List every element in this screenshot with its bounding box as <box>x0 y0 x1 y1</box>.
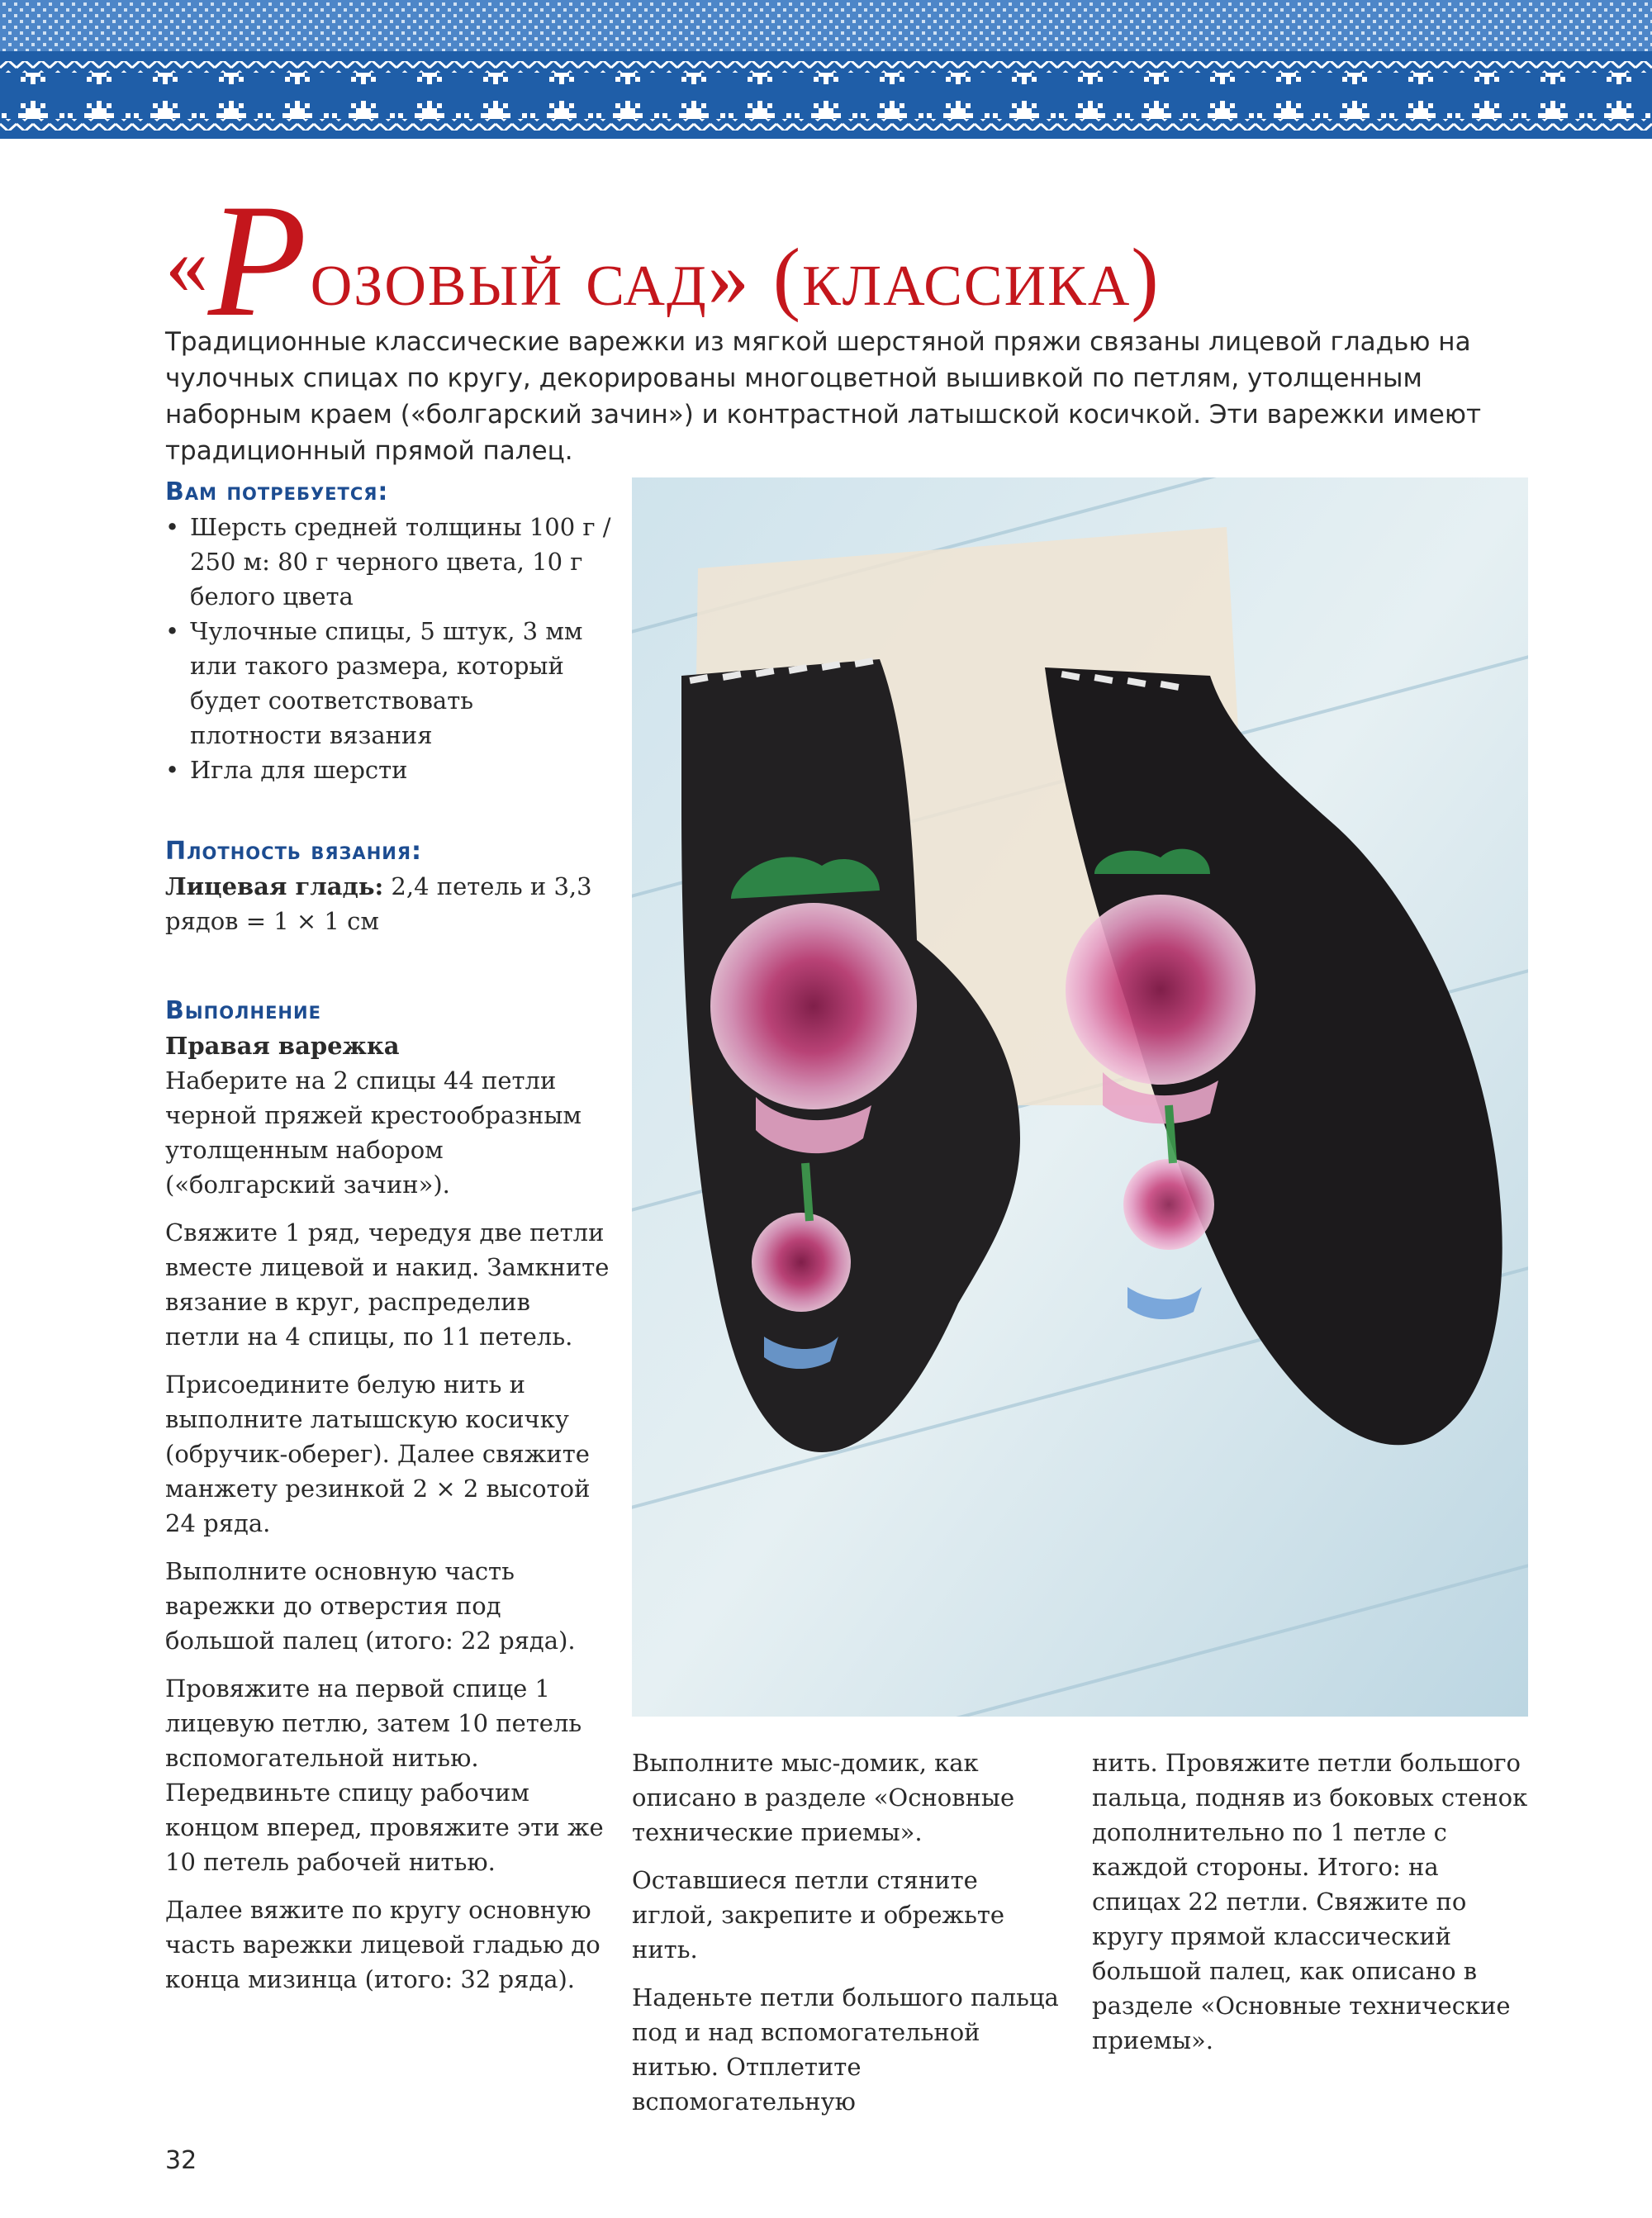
method-paragraph: Выполните основную часть варежки до отверстия под большой палец (итого: 22 ряда). <box>165 1557 576 1655</box>
method-heading: Выполнение <box>165 996 321 1025</box>
gauge-heading: Плотность вязания: <box>165 837 423 866</box>
gauge-text <box>165 869 611 938</box>
title-initial-letter: Р <box>208 171 307 350</box>
title-rest: озовый сад» (классика) <box>310 231 1161 323</box>
gauge-value: 2,4 петель и 3,3 рядов = 1 × 1 см <box>165 872 592 935</box>
materials-heading: Вам потребуется: <box>165 477 389 506</box>
left-column <box>165 477 611 2010</box>
method-paragraph: Оставшиеся петли стяните иглой, закрепите и обрежьте нить. <box>632 1866 1005 1964</box>
list-item: • Чулочные спицы, 5 штук, 3 мм или такого размера, который будет соответствовать плотности вязания <box>165 614 611 753</box>
method-paragraph: Свяжите 1 ряд, чередуя две петли вместе лицевой и накид. Замкните вязание в круг, распределив петли на 4 спицы, по 11 петель. <box>165 1218 610 1351</box>
intro-paragraph: Традиционные классические варежки из мягкой шерстяной пряжи связаны лицевой гладью на чулочных спицах по кругу, декорированы многоцветной вышивкой по петлям, утолщенным наборным краем («болгарский зачин») и контрастной латышской косичкой. Эти варежки имеют традиционный прямой палец. <box>165 327 1482 466</box>
right-column <box>1092 1745 1530 2071</box>
list-item: • Игла для шерсти <box>165 753 611 787</box>
list-item: • Шерсть средней толщины 100 г / 250 м: 80 г черного цвета, 10 г белого цвета <box>165 510 611 614</box>
right-mitten-subheading: Правая варежка <box>165 1032 400 1060</box>
nordic-pattern-banner <box>0 0 1652 139</box>
gauge-label: Лицевая гладь: <box>165 872 384 900</box>
method-paragraph: Присоедините белую нить и выполните латышскую косичку (обручик-оберег). Далее свяжите манжету резинкой 2 × 2 высотой 24 ряда. <box>165 1370 591 1537</box>
title-open-quote: « <box>165 217 208 312</box>
method-paragraph: Наденьте петли большого пальца под и над вспомогательной нитью. Отплетите вспомогательную <box>632 1983 1059 2116</box>
method-paragraph: Далее вяжите по кругу основную часть варежки лицевой гладью до конца мизинца (итого: 32 ряда). <box>165 1896 601 1993</box>
materials-list <box>165 510 611 787</box>
mittens-photo <box>632 477 1528 1717</box>
method-paragraph: нить. Провяжите петли большого пальца, подняв из боковых стенок дополнительно по 1 петле с каждой стороны. Итого: на спицах 22 петли. Свяжите по кругу прямой классический большой палец, как описано в разделе «Основные технические приемы». <box>1092 1749 1528 2054</box>
page-number: 32 <box>165 2146 197 2175</box>
method-paragraph: Провяжите на первой спице 1 лицевую петлю, затем 10 петель вспомогательной нитью. Передвиньте спицу рабочим концом вперед, провяжите эти же 10 петель рабочей нитью. <box>165 1674 604 1876</box>
page-title <box>165 171 1569 350</box>
method-paragraph: Наберите на 2 спицы 44 петли черной пряжей крестообразным утолщенным набором («болгарский зачин»). <box>165 1066 582 1199</box>
method-paragraph: Выполните мыс-домик, как описано в разделе «Основные технические приемы». <box>632 1749 1015 1846</box>
middle-column <box>632 1745 1061 2132</box>
